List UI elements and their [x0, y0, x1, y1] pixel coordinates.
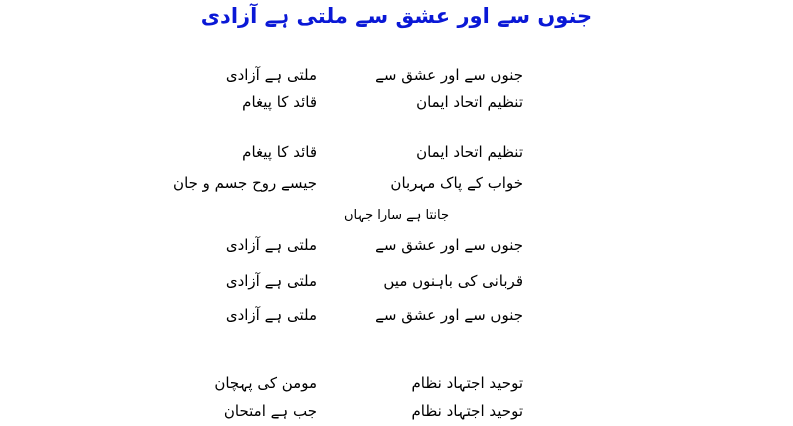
verse-line — [0, 174, 793, 198]
poem-title: جنوں سے اور عشق سے ملتی ہے آزادی — [200, 4, 593, 28]
verse-left: مومن کی پہچان — [214, 374, 317, 392]
verse-line — [0, 374, 793, 398]
verse-left: جب ہے امتحان — [223, 402, 317, 420]
verse-left: ملتی ہے آزادی — [225, 272, 317, 290]
verse-line — [0, 402, 793, 426]
verse-right: خواب کے پاک مہربان — [390, 174, 523, 192]
verse-line — [0, 306, 793, 330]
verse-right: توحید اجتہاد نظام — [411, 374, 523, 392]
verse-right: تنظیم اتحاد ایمان — [416, 143, 523, 161]
verse-left: ملتی ہے آزادی — [225, 66, 317, 84]
verse-left: ملتی ہے آزادی — [225, 306, 317, 324]
verse-left: قائد کا پیغام — [242, 143, 317, 161]
verse-right: جنوں سے اور عشق سے — [375, 236, 523, 254]
verse-left: ملتی ہے آزادی — [225, 236, 317, 254]
verse-left: قائد کا پیغام — [242, 93, 317, 111]
center-line: جانتا ہے سارا جہاں — [343, 208, 450, 223]
verse-right: توحید اجتہاد نظام — [411, 402, 523, 420]
verse-right: تنظیم اتحاد ایمان — [416, 93, 523, 111]
verse-line — [0, 66, 793, 90]
verse-left: جیسے روح جسم و جان — [173, 174, 317, 192]
verse-right: جنوں سے اور عشق سے — [375, 66, 523, 84]
verse-line — [0, 236, 793, 260]
verse-line — [0, 272, 793, 296]
verse-line — [0, 143, 793, 167]
verse-line — [0, 93, 793, 117]
verse-right: قربانی کی باہنوں میں — [383, 272, 523, 290]
verse-right: جنوں سے اور عشق سے — [375, 306, 523, 324]
